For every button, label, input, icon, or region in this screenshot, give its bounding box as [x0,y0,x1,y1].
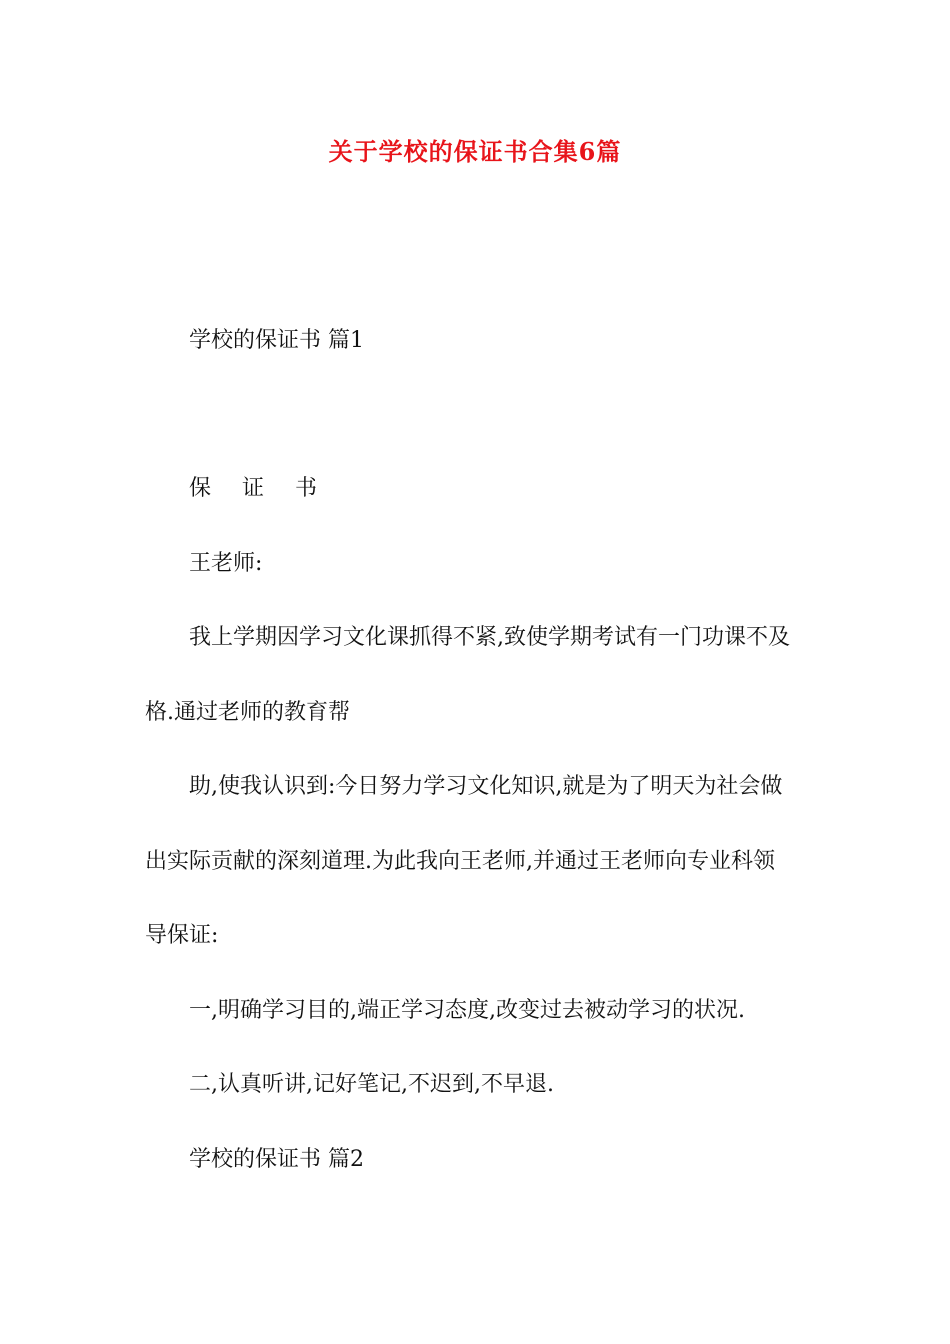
body-line: 我上学期因学习文化课抓得不紧,致使学期考试有一门功课不及 [189,625,790,650]
body-line: 出实际贡献的深刻道理.为此我向王老师,并通过王老师向专业科领 [145,849,775,874]
section-heading-2: 学校的保证书 篇2 [189,1147,364,1172]
list-item: 二,认真听讲,记好笔记,不迟到,不早退. [189,1072,554,1097]
body-line: 导保证: [145,923,219,948]
document-title: 关于学校的保证书合集6篇 [328,137,622,166]
section-heading-1: 学校的保证书 篇1 [189,328,364,353]
letter-title: 保 证 书 [189,476,329,501]
letter-salutation: 王老师: [189,551,263,576]
body-line: 助,使我认识到:今日努力学习文化知识,就是为了明天为社会做 [189,774,783,799]
body-line: 格.通过老师的教育帮 [145,700,350,725]
list-item: 一,明确学习目的,端正学习态度,改变过去被动学习的状况. [189,998,745,1023]
